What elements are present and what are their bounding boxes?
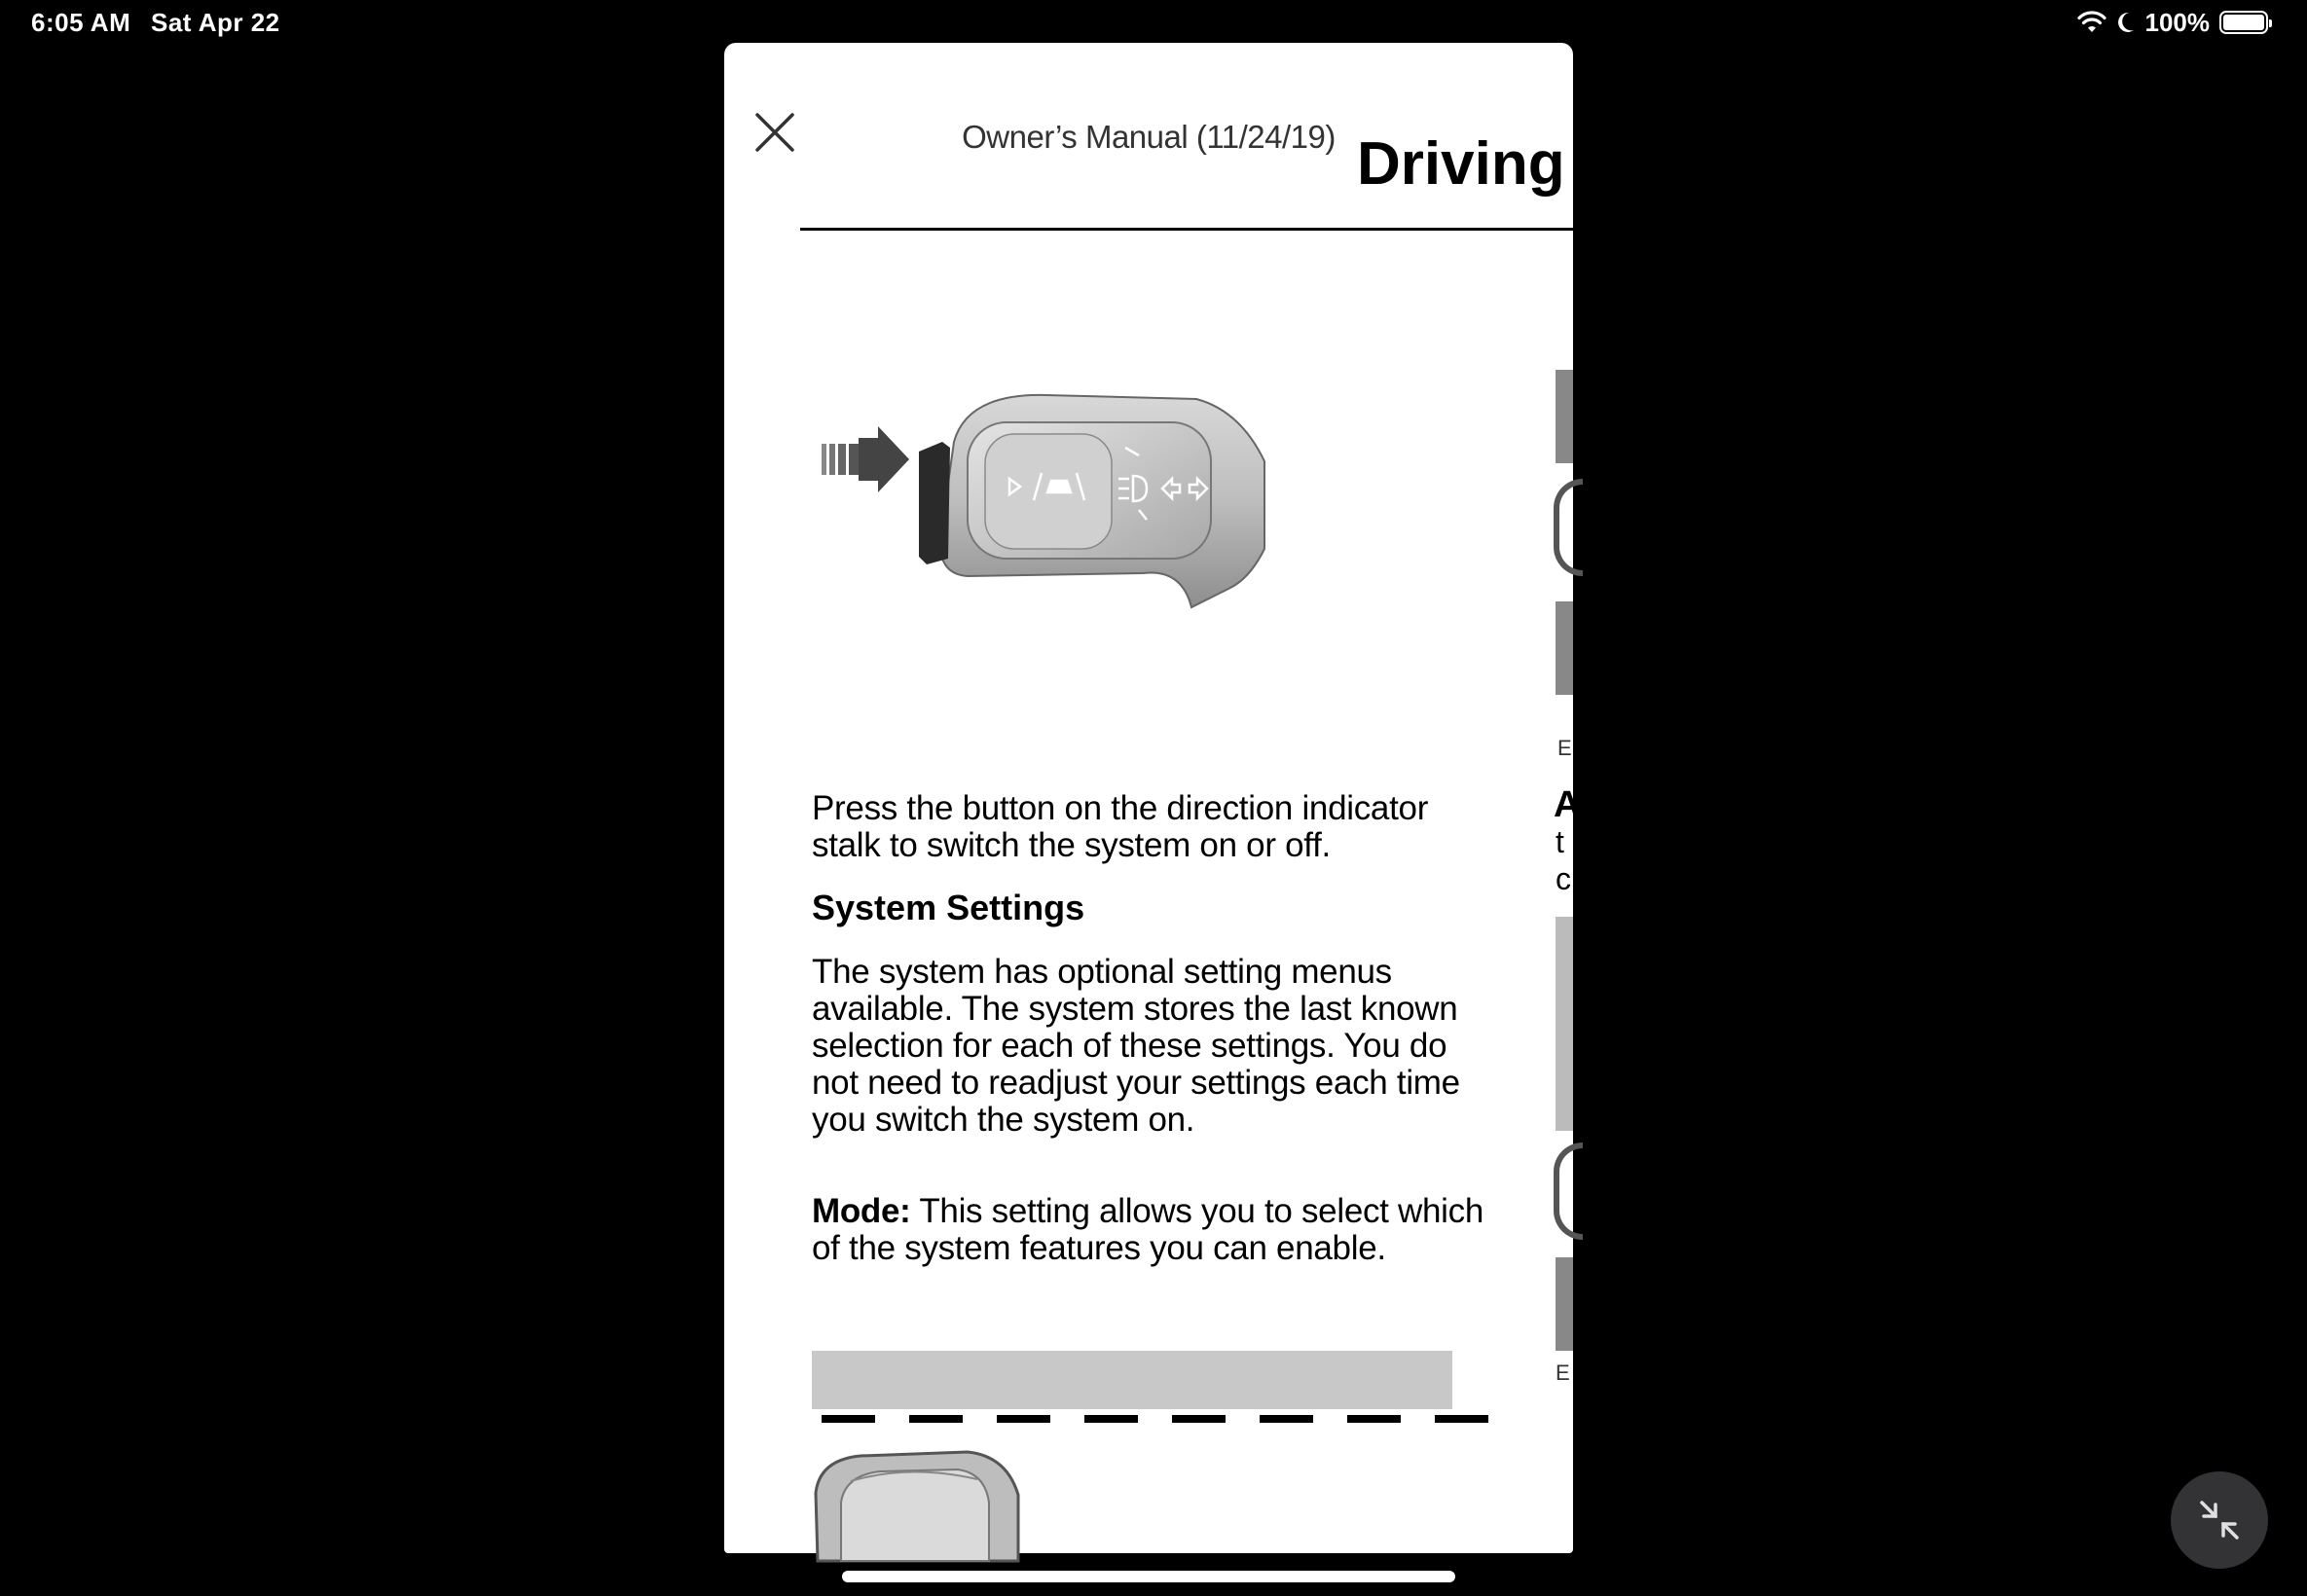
car-illustration <box>812 1444 1018 1561</box>
battery-icon <box>2219 11 2268 34</box>
paragraph-system-settings: The system has optional setting menus available. The system stores the last known selection for each of these settings. You do not need to readjust your settings each time you switch the system on. <box>812 953 1460 1139</box>
edge-fragment-text: t <box>1556 824 1564 859</box>
edge-fragment <box>1556 1257 1573 1351</box>
edge-fragment-text: E <box>1557 736 1572 760</box>
battery-fill <box>2223 15 2264 30</box>
mode-label: Mode: <box>812 1192 911 1230</box>
minimize-button-area <box>2171 1471 2307 1569</box>
lane-dash-line <box>822 1415 1493 1423</box>
page-header-rule <box>800 228 1579 231</box>
section-heading-system-settings: System Settings <box>812 888 1085 927</box>
figure-gray-bar <box>812 1351 1452 1409</box>
page-heading-text: Driving A <box>1357 130 1624 198</box>
wifi-icon <box>2077 11 2106 34</box>
minimize-icon <box>2196 1497 2243 1543</box>
battery-percentage: 100% <box>2144 7 2210 37</box>
edge-fragment <box>1556 601 1573 695</box>
edge-fragment-text: c <box>1556 861 1571 896</box>
paragraph-mode <box>812 1193 1493 1267</box>
minimize-button[interactable] <box>2171 1471 2268 1569</box>
moon-icon <box>2116 11 2136 34</box>
edge-fragment <box>1556 370 1573 463</box>
status-date: Sat Apr 22 <box>151 8 280 37</box>
page-heading-fragment <box>1357 130 1624 198</box>
manual-viewer <box>724 43 1624 1553</box>
viewer-title: Owner’s Manual (11/24/19) <box>962 119 1336 155</box>
home-indicator[interactable] <box>842 1571 1455 1582</box>
mode-text: This setting allows you to select which of the system features you can enable. <box>812 1192 1484 1267</box>
edge-fragment <box>1556 917 1573 1131</box>
edge-fragment-text: E <box>1556 1360 1570 1385</box>
push-arrow-icon <box>822 426 909 492</box>
status-bar <box>0 0 2297 45</box>
status-time: 6:05 AM <box>31 8 131 37</box>
edge-fragment-text: A <box>1554 784 1581 825</box>
status-right <box>2077 8 2269 37</box>
stalk-illustration <box>822 383 1260 627</box>
edge-fragment <box>1554 1143 1583 1240</box>
edge-fragment <box>1554 479 1583 576</box>
paragraph-stalk-button: Press the button on the direction indicator stalk to switch the system on or off. <box>812 789 1429 864</box>
